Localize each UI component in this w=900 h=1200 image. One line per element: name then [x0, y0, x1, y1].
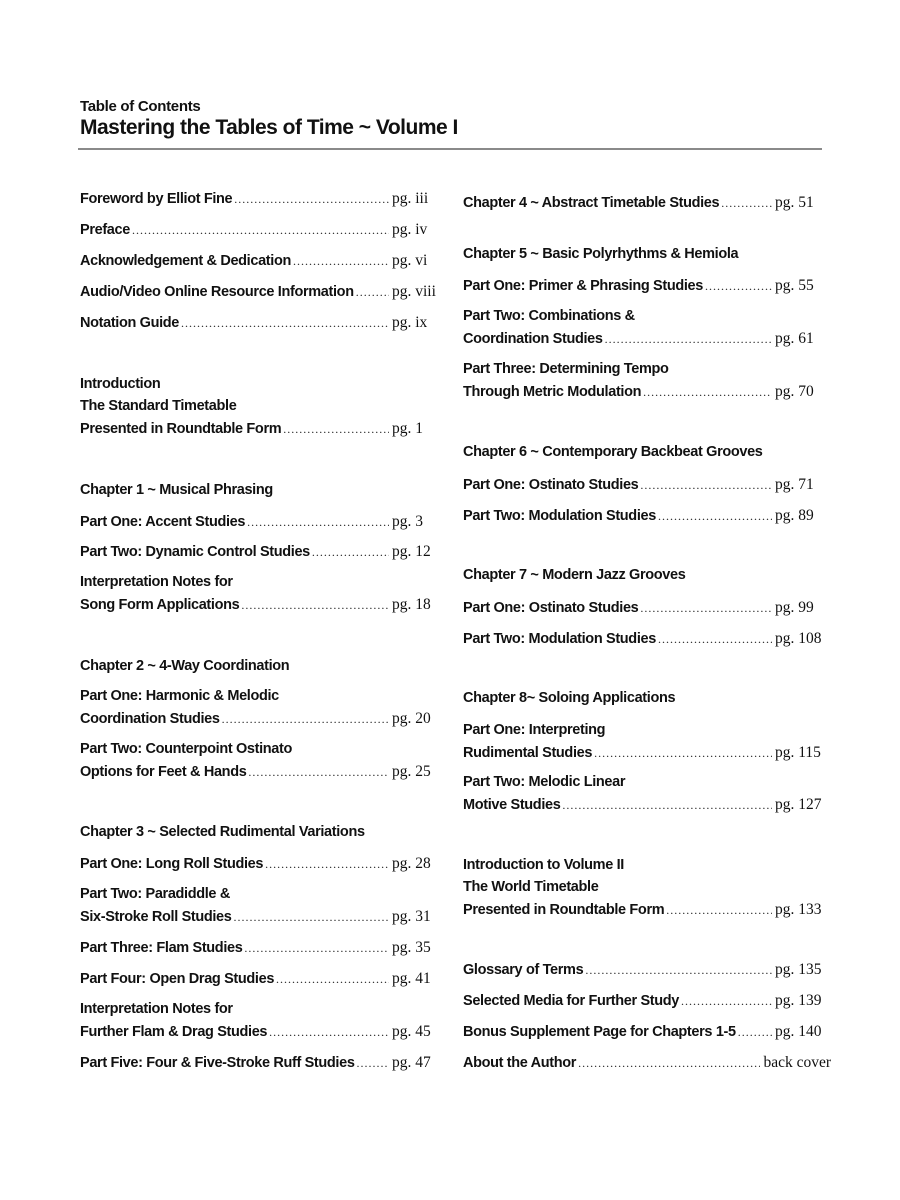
- toc-entry-introduction[interactable]: [80, 376, 440, 442]
- entry-page: back cover: [763, 1054, 831, 1071]
- entry-subtitle: Presented in Roundtable Form: [463, 902, 665, 918]
- entry-subtitle: Options for Feet & Hands: [80, 764, 247, 780]
- entry-page: pg. 133: [775, 901, 822, 918]
- dot-leader: [594, 746, 772, 761]
- toc-entry-ch6-part1[interactable]: [463, 476, 831, 498]
- entry-page: pg. 35: [392, 939, 431, 956]
- toc-entry-ch5-part3[interactable]: [463, 361, 831, 405]
- entry-page: pg. ix: [392, 314, 428, 331]
- toc-entry-ch3-part1[interactable]: [80, 855, 440, 877]
- entry-title: Part Four: Open Drag Studies: [80, 971, 275, 987]
- dot-leader: [265, 857, 389, 872]
- entry-title: Acknowledgement & Dedication: [80, 253, 291, 269]
- toc-entry-audio-video[interactable]: [80, 283, 440, 305]
- entry-title: Part One: Ostinato Studies: [463, 600, 639, 616]
- entry-page: pg. 139: [775, 992, 822, 1009]
- entry-title: Interpretation Notes for: [80, 574, 233, 590]
- entry-page: pg. 135: [775, 961, 822, 978]
- dot-leader: [643, 385, 772, 400]
- entry-title: Interpretation Notes for: [80, 1001, 233, 1017]
- toc-entry-bonus-supplement[interactable]: [463, 1023, 831, 1045]
- dot-leader: [244, 941, 389, 956]
- toc-entry-ch1-part1[interactable]: [80, 513, 440, 535]
- chapter-title: Chapter 3 ~ Selected Rudimental Variations: [80, 824, 365, 840]
- entry-page: pg. iv: [392, 221, 428, 238]
- entry-subtitle: Presented in Roundtable Form: [80, 421, 282, 437]
- toc-entry-ch6-part2[interactable]: [463, 507, 831, 529]
- entry-title: Part One: Accent Studies: [80, 514, 246, 530]
- entry-title: Audio/Video Online Resource Information: [80, 284, 354, 300]
- chapter-title: Chapter 6 ~ Contemporary Backbeat Grooves: [463, 444, 763, 460]
- toc-entry-volume-2-intro[interactable]: [463, 857, 831, 923]
- entry-title: Notation Guide: [80, 315, 180, 331]
- entry-page: pg. 51: [775, 194, 814, 211]
- entry-title: Preface: [80, 222, 130, 238]
- toc-entry-ch3-part5[interactable]: [80, 1054, 440, 1076]
- toc-entry-ch2-part2[interactable]: [80, 741, 440, 785]
- entry-title: About the Author: [463, 1055, 577, 1071]
- chapter-heading-1: [80, 482, 440, 504]
- dot-leader: [247, 515, 389, 530]
- entry-title: Selected Media for Further Study: [463, 993, 680, 1009]
- dot-leader: [312, 545, 389, 560]
- entry-title: Glossary of Terms: [463, 962, 584, 978]
- entry-subtitle: Motive Studies: [463, 797, 561, 813]
- dot-leader: [357, 1056, 389, 1071]
- toc-entry-ch4[interactable]: [463, 194, 831, 216]
- toc-entry-ch7-part1[interactable]: [463, 599, 831, 621]
- toc-entry-ch3-part2[interactable]: [80, 886, 440, 930]
- entry-subtitle: Rudimental Studies: [463, 745, 593, 761]
- toc-entry-glossary[interactable]: [463, 961, 831, 983]
- entry-page: pg. 1: [392, 420, 423, 437]
- entry-page: pg. iii: [392, 190, 429, 207]
- dot-leader: [640, 601, 772, 616]
- entry-title: Bonus Supplement Page for Chapters 1-5: [463, 1024, 736, 1040]
- toc-label: Table of Contents: [80, 98, 201, 115]
- dot-leader: [605, 332, 772, 347]
- chapter-title: Chapter 7 ~ Modern Jazz Grooves: [463, 567, 686, 583]
- dot-leader: [705, 279, 772, 294]
- toc-entry-ch7-part2[interactable]: [463, 630, 831, 652]
- chapter-heading-6: [463, 444, 831, 466]
- chapter-heading-3: [80, 824, 440, 846]
- toc-entry-ch3-part3[interactable]: [80, 939, 440, 961]
- chapter-heading-2: [80, 658, 440, 680]
- entry-page: pg. 41: [392, 970, 431, 987]
- entry-title: Part One: Ostinato Studies: [463, 477, 639, 493]
- entry-subtitle: The Standard Timetable: [80, 398, 237, 414]
- toc-entry-ch8-part1[interactable]: [463, 722, 831, 766]
- entry-title: Part Two: Modulation Studies: [463, 631, 656, 647]
- chapter-title: Chapter 5 ~ Basic Polyrhythms & Hemiola: [463, 246, 739, 262]
- entry-title: Introduction to Volume II: [463, 857, 624, 873]
- dot-leader: [234, 910, 390, 925]
- entry-subtitle: Six-Stroke Roll Studies: [80, 909, 232, 925]
- entry-page: pg. 70: [775, 383, 814, 400]
- entry-page: pg. 55: [775, 277, 814, 294]
- header-rule: [78, 148, 822, 150]
- book-title: Mastering the Tables of Time ~ Volume I: [80, 116, 458, 139]
- entry-page: pg. 115: [775, 744, 821, 761]
- entry-title: Part Three: Determining Tempo: [463, 361, 669, 377]
- dot-leader: [222, 712, 389, 727]
- entry-title: Part Three: Flam Studies: [80, 940, 243, 956]
- dot-leader: [681, 994, 772, 1009]
- entry-page: pg. 71: [775, 476, 814, 493]
- dot-leader: [132, 223, 389, 238]
- entry-subtitle: Through Metric Modulation: [463, 384, 642, 400]
- toc-entry-about-author[interactable]: [463, 1054, 831, 1076]
- entry-title: Part Two: Dynamic Control Studies: [80, 544, 310, 560]
- toc-entry-notation[interactable]: [80, 314, 440, 336]
- dot-leader: [640, 478, 772, 493]
- dot-leader: [248, 765, 389, 780]
- entry-title: Part Two: Paradiddle &: [80, 886, 230, 902]
- entry-title: Part Two: Melodic Linear: [463, 774, 626, 790]
- entry-page: pg. 18: [392, 596, 431, 613]
- entry-title: Part One: Long Roll Studies: [80, 856, 264, 872]
- chapter-heading-8: [463, 690, 831, 712]
- toc-entry-ch3-interpretation[interactable]: [80, 1001, 440, 1045]
- dot-leader: [276, 972, 389, 987]
- toc-entry-foreword[interactable]: [80, 190, 440, 212]
- toc-entry-preface[interactable]: [80, 221, 440, 243]
- toc-entry-selected-media[interactable]: [463, 992, 831, 1014]
- toc-header: [80, 98, 822, 140]
- entry-title: Part One: Harmonic & Melodic: [80, 688, 279, 704]
- entry-subtitle: Coordination Studies: [463, 331, 603, 347]
- entry-title: Foreword by Elliot Fine: [80, 191, 233, 207]
- toc-entry-ch5-part2[interactable]: [463, 308, 831, 352]
- dot-leader: [666, 903, 772, 918]
- chapter-title: Chapter 8~ Soloing Applications: [463, 690, 676, 706]
- entry-title: Part Five: Four & Five-Stroke Ruff Studies: [80, 1055, 355, 1071]
- dot-leader: [181, 316, 389, 331]
- entry-title: Part One: Primer & Phrasing Studies: [463, 278, 703, 294]
- entry-page: pg. 127: [775, 796, 822, 813]
- entry-page: pg. 89: [775, 507, 814, 524]
- dot-leader: [293, 254, 389, 269]
- dot-leader: [721, 196, 772, 211]
- entry-page: pg. 28: [392, 855, 431, 872]
- toc-entry-ch1-part3[interactable]: [80, 574, 440, 618]
- entry-subtitle: Coordination Studies: [80, 711, 220, 727]
- chapter-heading-7: [463, 567, 831, 589]
- entry-page: pg. 108: [775, 630, 822, 647]
- entry-title: Introduction: [80, 376, 161, 392]
- dot-leader: [658, 509, 772, 524]
- entry-page: pg. 25: [392, 763, 431, 780]
- dot-leader: [578, 1056, 760, 1071]
- dot-leader: [658, 632, 772, 647]
- entry-page: pg. 61: [775, 330, 814, 347]
- dot-leader: [241, 598, 389, 613]
- entry-page: pg. 12: [392, 543, 431, 560]
- entry-page: pg. 3: [392, 513, 423, 530]
- chapter-heading-5: [463, 246, 831, 268]
- entry-subtitle: The World Timetable: [463, 879, 599, 895]
- entry-title: Part One: Interpreting: [463, 722, 606, 738]
- dot-leader: [283, 422, 389, 437]
- chapter-title: Chapter 2 ~ 4-Way Coordination: [80, 658, 290, 674]
- entry-subtitle: Song Form Applications: [80, 597, 240, 613]
- chapter-title: Chapter 4 ~ Abstract Timetable Studies: [463, 195, 720, 211]
- entry-page: pg. 140: [775, 1023, 822, 1040]
- toc-entry-ch8-part2[interactable]: [463, 774, 831, 818]
- dot-leader: [738, 1025, 772, 1040]
- toc-entry-acknowledgement[interactable]: [80, 252, 440, 274]
- entry-title: Part Two: Counterpoint Ostinato: [80, 741, 293, 757]
- dot-leader: [562, 798, 772, 813]
- entry-title: Part Two: Combinations &: [463, 308, 635, 324]
- entry-subtitle: Further Flam & Drag Studies: [80, 1024, 268, 1040]
- entry-page: pg. vi: [392, 252, 428, 269]
- entry-page: pg. viii: [392, 283, 436, 300]
- entry-page: pg. 31: [392, 908, 431, 925]
- entry-page: pg. 45: [392, 1023, 431, 1040]
- toc-entry-ch2-part1[interactable]: [80, 688, 440, 732]
- entry-page: pg. 20: [392, 710, 431, 727]
- dot-leader: [585, 963, 772, 978]
- toc-entry-ch3-part4[interactable]: [80, 970, 440, 992]
- entry-title: Part Two: Modulation Studies: [463, 508, 656, 524]
- dot-leader: [269, 1025, 389, 1040]
- dot-leader: [234, 192, 389, 207]
- entry-page: pg. 99: [775, 599, 814, 616]
- toc-entry-ch5-part1[interactable]: [463, 277, 831, 299]
- chapter-title: Chapter 1 ~ Musical Phrasing: [80, 482, 273, 498]
- toc-entry-ch1-part2[interactable]: [80, 543, 440, 565]
- entry-page: pg. 47: [392, 1054, 431, 1071]
- dot-leader: [356, 285, 389, 300]
